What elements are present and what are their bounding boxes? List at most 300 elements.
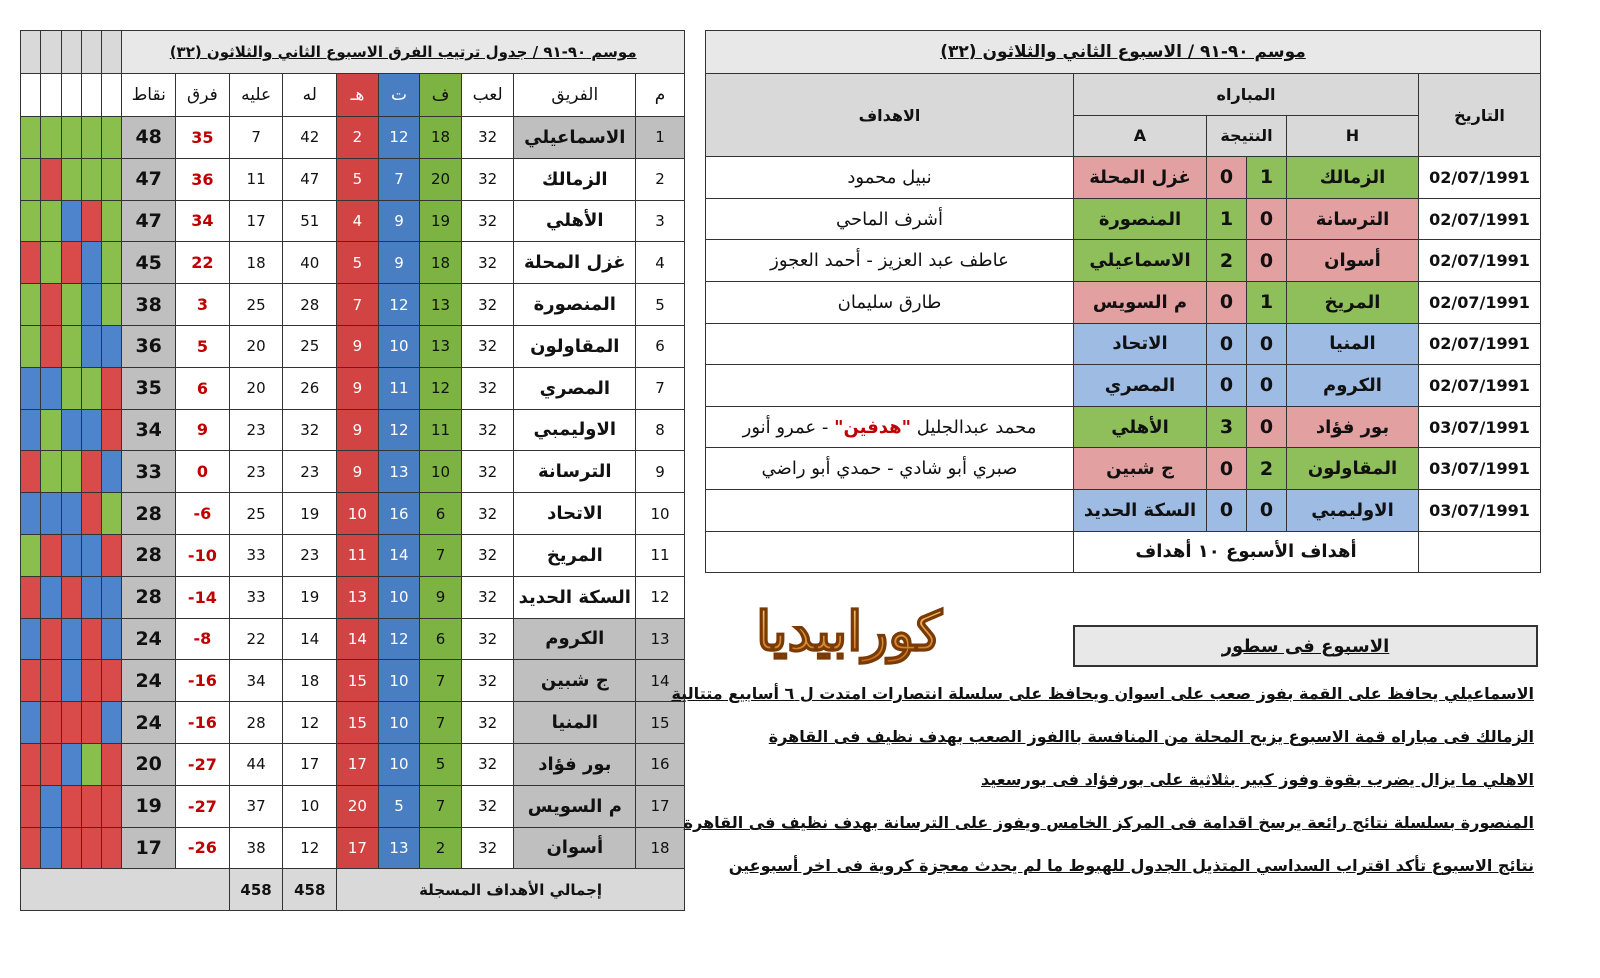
goals-for: 25 (283, 325, 337, 367)
standings-row (21, 284, 685, 326)
standings-row (21, 618, 685, 660)
form-cell (61, 367, 81, 409)
won-count: 6 (420, 618, 462, 660)
form-spacer (102, 31, 122, 74)
match-date: 03/07/1991 (1419, 489, 1541, 531)
totals-row (21, 869, 685, 911)
team-rank: 12 (636, 576, 685, 618)
team-rank: 7 (636, 367, 685, 409)
form-cell (21, 284, 41, 326)
goals-against: 34 (229, 660, 283, 702)
goals-against: 37 (229, 785, 283, 827)
form-cell (81, 284, 101, 326)
team-points: 47 (122, 158, 176, 200)
team-points: 17 (122, 827, 176, 869)
form-cell (102, 785, 122, 827)
draw-count: 13 (378, 451, 420, 493)
draw-count: 10 (378, 660, 420, 702)
goals-against: 33 (229, 534, 283, 576)
form-cell (81, 576, 101, 618)
form-cell (81, 117, 101, 159)
match-date: 02/07/1991 (1419, 323, 1541, 365)
form-cell (21, 702, 41, 744)
header-rank: م (636, 74, 685, 117)
form-cell (102, 325, 122, 367)
team-name: الترسانة (514, 451, 636, 493)
form-cell (41, 284, 61, 326)
away-team: ج شبين (1074, 448, 1207, 490)
away-score: 0 (1207, 323, 1247, 365)
header-played: لعب (461, 74, 514, 117)
lost-count: 2 (337, 117, 379, 159)
played-count: 32 (461, 618, 514, 660)
form-head (41, 74, 61, 117)
team-name: الاتحاد (514, 493, 636, 535)
goals-for: 51 (283, 200, 337, 242)
home-score: 0 (1247, 365, 1287, 407)
standings-row (21, 827, 685, 869)
goals-against: 11 (229, 158, 283, 200)
team-name: المريخ (514, 534, 636, 576)
team-name: بور فؤاد (514, 743, 636, 785)
team-name: الأهلي (514, 200, 636, 242)
goals-for: 23 (283, 534, 337, 576)
goals-for: 14 (283, 618, 337, 660)
form-cell (81, 534, 101, 576)
won-count: 20 (420, 158, 462, 200)
form-cell (61, 618, 81, 660)
lost-count: 7 (337, 284, 379, 326)
standings-row (21, 117, 685, 159)
week-line-3: الاهلي ما يزال يضرب بقوة وفوز كبير بثلاثية على بورفؤاد فى بورسعيد (981, 770, 1534, 789)
form-cell (61, 576, 81, 618)
form-cell (21, 242, 41, 284)
goal-diff: 22 (176, 242, 230, 284)
goals-for: 42 (283, 117, 337, 159)
form-cell (102, 493, 122, 535)
form-cell (61, 660, 81, 702)
form-cell (61, 534, 81, 576)
header-points: نقاط (122, 74, 176, 117)
goal-diff: -27 (176, 743, 230, 785)
match-goals (706, 323, 1074, 365)
form-cell (102, 117, 122, 159)
won-count: 10 (420, 451, 462, 493)
total-ga: 458 (229, 869, 283, 911)
goals-scorer-1: محمد عبدالجليل (911, 416, 1037, 438)
home-team: أسوان (1287, 240, 1419, 282)
played-count: 32 (461, 493, 514, 535)
played-count: 32 (461, 827, 514, 869)
won-count: 7 (420, 785, 462, 827)
form-cell (81, 493, 101, 535)
form-cell (21, 618, 41, 660)
form-cell (41, 785, 61, 827)
home-team: المقاولون (1287, 448, 1419, 490)
team-rank: 15 (636, 702, 685, 744)
form-cell (21, 158, 41, 200)
form-cell (21, 827, 41, 869)
goals-against: 17 (229, 200, 283, 242)
form-cell (102, 618, 122, 660)
team-points: 19 (122, 785, 176, 827)
form-cell (81, 242, 101, 284)
lost-count: 9 (337, 367, 379, 409)
header-lost: هـ (337, 74, 379, 117)
standings-row (21, 702, 685, 744)
lost-count: 5 (337, 242, 379, 284)
team-points: 34 (122, 409, 176, 451)
match-row (706, 157, 1541, 199)
korabedia-logo (712, 588, 987, 678)
form-cell (102, 743, 122, 785)
matches-title: موسم ٩٠-٩١ / الاسبوع الثاني والثلاثون (٣٢) (706, 31, 1541, 74)
header-date: التاريخ (1419, 74, 1541, 157)
goals-for: 32 (283, 409, 337, 451)
team-points: 45 (122, 242, 176, 284)
goal-diff: -27 (176, 785, 230, 827)
form-cell (61, 409, 81, 451)
form-cell (81, 325, 101, 367)
goals-against: 25 (229, 493, 283, 535)
form-cell (41, 451, 61, 493)
goals-against: 33 (229, 576, 283, 618)
form-cell (41, 827, 61, 869)
goals-for: 40 (283, 242, 337, 284)
week-line-4: المنصورة بسلسلة نتائج رائعة يرسخ اقدامة فى المركز الخامس ويفوز على الترسانة بهدف نظيف فى القاهرة (683, 813, 1534, 832)
home-team: المنيا (1287, 323, 1419, 365)
lost-count: 20 (337, 785, 379, 827)
draw-count: 12 (378, 409, 420, 451)
played-count: 32 (461, 200, 514, 242)
away-team: الأهلي (1074, 406, 1207, 448)
logo-text: كورابيديا (756, 599, 942, 663)
form-cell (61, 284, 81, 326)
team-points: 24 (122, 660, 176, 702)
form-cell (21, 117, 41, 159)
won-count: 11 (420, 409, 462, 451)
form-cell (21, 200, 41, 242)
away-score: 0 (1207, 365, 1247, 407)
away-team: الاتحاد (1074, 323, 1207, 365)
form-cell (81, 702, 101, 744)
standings-row (21, 409, 685, 451)
header-diff: فرق (176, 74, 230, 117)
home-team: المريخ (1287, 281, 1419, 323)
away-team: الاسماعيلي (1074, 240, 1207, 282)
team-points: 24 (122, 702, 176, 744)
header-result: النتيجة (1207, 115, 1287, 157)
header-goals: الاهداف (706, 74, 1074, 157)
form-cell (61, 785, 81, 827)
played-count: 32 (461, 451, 514, 493)
team-name: المنيا (514, 702, 636, 744)
team-rank: 17 (636, 785, 685, 827)
form-cell (41, 618, 61, 660)
draw-count: 5 (378, 785, 420, 827)
header-ga: عليه (229, 74, 283, 117)
team-rank: 6 (636, 325, 685, 367)
team-rank: 2 (636, 158, 685, 200)
form-cell (21, 493, 41, 535)
goal-diff: 9 (176, 409, 230, 451)
form-cell (102, 242, 122, 284)
match-date: 02/07/1991 (1419, 157, 1541, 199)
match-date: 02/07/1991 (1419, 281, 1541, 323)
goals-for: 47 (283, 158, 337, 200)
played-count: 32 (461, 702, 514, 744)
goals-against: 23 (229, 451, 283, 493)
draw-count: 14 (378, 534, 420, 576)
goals-against: 25 (229, 284, 283, 326)
goal-diff: 34 (176, 200, 230, 242)
match-goals: أشرف الماحي (706, 198, 1074, 240)
form-cell (61, 242, 81, 284)
form-cell (61, 158, 81, 200)
form-cell (61, 702, 81, 744)
goals-for: 12 (283, 702, 337, 744)
form-cell (81, 660, 101, 702)
team-name: المقاولون (514, 325, 636, 367)
standings-row (21, 325, 685, 367)
match-row (706, 448, 1541, 490)
form-cell (41, 158, 61, 200)
home-score: 0 (1247, 406, 1287, 448)
form-cell (102, 409, 122, 451)
goals-against: 28 (229, 702, 283, 744)
match-date: 02/07/1991 (1419, 198, 1541, 240)
form-cell (61, 827, 81, 869)
away-score: 0 (1207, 281, 1247, 323)
goal-diff: -16 (176, 702, 230, 744)
standings-title: موسم ٩٠-٩١ / جدول ترتيب الفرق الاسبوع الثاني والثلاثون (٣٢) (122, 31, 685, 74)
away-score: 3 (1207, 406, 1247, 448)
home-team: الاوليمبي (1287, 489, 1419, 531)
goal-diff: -8 (176, 618, 230, 660)
away-score: 1 (1207, 198, 1247, 240)
goal-diff: 35 (176, 117, 230, 159)
form-cell (41, 660, 61, 702)
totals-label: إجمالي الأهداف المسجلة (337, 869, 685, 911)
won-count: 9 (420, 576, 462, 618)
form-cell (81, 785, 101, 827)
form-cell (102, 660, 122, 702)
goal-diff: 6 (176, 367, 230, 409)
form-cell (41, 493, 61, 535)
lost-count: 17 (337, 827, 379, 869)
team-name: الاوليمبي (514, 409, 636, 451)
home-team: الترسانة (1287, 198, 1419, 240)
team-rank: 11 (636, 534, 685, 576)
lost-count: 13 (337, 576, 379, 618)
header-team: الفريق (514, 74, 636, 117)
won-count: 6 (420, 493, 462, 535)
form-cell (21, 534, 41, 576)
won-count: 13 (420, 284, 462, 326)
away-score: 0 (1207, 448, 1247, 490)
home-score: 0 (1247, 198, 1287, 240)
week-line-1: الاسماعيلي يحافظ على القمة بفوز صعب على اسوان ويحافظ على سلسلة انتصارات امتدت ل ٦ أسابيع متتالية (671, 684, 1534, 703)
form-head (81, 74, 101, 117)
standings-row (21, 660, 685, 702)
week-goals-spacer (1419, 531, 1541, 573)
goals-against: 20 (229, 367, 283, 409)
goal-diff: 36 (176, 158, 230, 200)
form-cell (102, 576, 122, 618)
team-name: ج شبين (514, 660, 636, 702)
home-team: الزمالك (1287, 157, 1419, 199)
played-count: 32 (461, 117, 514, 159)
played-count: 32 (461, 785, 514, 827)
form-cell (21, 660, 41, 702)
form-cell (81, 409, 101, 451)
draw-count: 10 (378, 743, 420, 785)
draw-count: 13 (378, 827, 420, 869)
draw-count: 10 (378, 702, 420, 744)
form-cell (21, 785, 41, 827)
draw-count: 11 (378, 367, 420, 409)
played-count: 32 (461, 743, 514, 785)
won-count: 5 (420, 743, 462, 785)
draw-count: 12 (378, 117, 420, 159)
lost-count: 14 (337, 618, 379, 660)
goals-against: 23 (229, 409, 283, 451)
lost-count: 4 (337, 200, 379, 242)
won-count: 19 (420, 200, 462, 242)
team-name: غزل المحلة (514, 242, 636, 284)
team-points: 35 (122, 367, 176, 409)
team-rank: 10 (636, 493, 685, 535)
form-head (21, 74, 41, 117)
home-score: 2 (1247, 448, 1287, 490)
home-team: الكروم (1287, 365, 1419, 407)
played-count: 32 (461, 158, 514, 200)
form-cell (21, 576, 41, 618)
draw-count: 12 (378, 284, 420, 326)
goal-diff: 0 (176, 451, 230, 493)
draw-count: 7 (378, 158, 420, 200)
won-count: 7 (420, 660, 462, 702)
played-count: 32 (461, 284, 514, 326)
home-team: بور فؤاد (1287, 406, 1419, 448)
match-row (706, 240, 1541, 282)
goals-against: 7 (229, 117, 283, 159)
form-cell (102, 158, 122, 200)
form-cell (41, 325, 61, 367)
team-rank: 16 (636, 743, 685, 785)
draw-count: 9 (378, 200, 420, 242)
team-name: السكة الحديد (514, 576, 636, 618)
team-rank: 13 (636, 618, 685, 660)
goals-scorer-2: - عمرو أنور (742, 416, 835, 438)
team-points: 33 (122, 451, 176, 493)
form-cell (81, 200, 101, 242)
match-date: 02/07/1991 (1419, 240, 1541, 282)
form-cell (81, 367, 101, 409)
form-cell (81, 158, 101, 200)
lost-count: 11 (337, 534, 379, 576)
standings-row (21, 534, 685, 576)
away-team: السكة الحديد (1074, 489, 1207, 531)
team-rank: 5 (636, 284, 685, 326)
form-cell (41, 702, 61, 744)
total-gf: 458 (283, 869, 337, 911)
goals-for: 17 (283, 743, 337, 785)
standings-row (21, 785, 685, 827)
away-team: المصري (1074, 365, 1207, 407)
goals-for: 23 (283, 451, 337, 493)
team-points: 20 (122, 743, 176, 785)
team-points: 28 (122, 534, 176, 576)
match-date: 03/07/1991 (1419, 448, 1541, 490)
home-score: 1 (1247, 281, 1287, 323)
form-cell (41, 367, 61, 409)
form-cell (41, 117, 61, 159)
standings-row (21, 451, 685, 493)
header-won: ف (420, 74, 462, 117)
won-count: 7 (420, 534, 462, 576)
home-score: 0 (1247, 489, 1287, 531)
match-goals (706, 406, 1074, 448)
away-team: المنصورة (1074, 198, 1207, 240)
lost-count: 15 (337, 660, 379, 702)
lost-count: 17 (337, 743, 379, 785)
form-cell (81, 618, 101, 660)
lost-count: 5 (337, 158, 379, 200)
goal-diff: -10 (176, 534, 230, 576)
team-name: المنصورة (514, 284, 636, 326)
form-cell (81, 451, 101, 493)
goals-for: 18 (283, 660, 337, 702)
goals-against: 38 (229, 827, 283, 869)
away-team: غزل المحلة (1074, 157, 1207, 199)
team-rank: 8 (636, 409, 685, 451)
team-points: 28 (122, 493, 176, 535)
form-cell (21, 325, 41, 367)
goals-for: 19 (283, 576, 337, 618)
form-cell (61, 743, 81, 785)
form-cell (102, 534, 122, 576)
goal-diff: -14 (176, 576, 230, 618)
home-score: 0 (1247, 240, 1287, 282)
match-row (706, 198, 1541, 240)
form-spacer (21, 31, 41, 74)
won-count: 12 (420, 367, 462, 409)
away-score: 0 (1207, 489, 1247, 531)
standings-row (21, 493, 685, 535)
week-line-5: نتائج الاسبوع تأكد اقتراب السداسي المتذيل الجدول للهبوط ما لم يحدث معجزة كروية فى اخر أسبوعين (728, 856, 1534, 875)
form-head (102, 74, 122, 117)
goal-diff: -16 (176, 660, 230, 702)
draw-count: 16 (378, 493, 420, 535)
form-cell (102, 367, 122, 409)
goal-diff: 3 (176, 284, 230, 326)
home-score: 0 (1247, 323, 1287, 365)
goals-for: 12 (283, 827, 337, 869)
goals-against: 22 (229, 618, 283, 660)
header-match: المباراه (1074, 74, 1419, 116)
matches-table (705, 30, 1541, 573)
standings-row (21, 367, 685, 409)
match-row (706, 406, 1541, 448)
won-count: 7 (420, 702, 462, 744)
match-goals: صبري أبو شادي - حمدي أبو راضي (706, 448, 1074, 490)
standings-row (21, 200, 685, 242)
match-row (706, 365, 1541, 407)
lost-count: 10 (337, 493, 379, 535)
won-count: 2 (420, 827, 462, 869)
form-spacer (61, 31, 81, 74)
